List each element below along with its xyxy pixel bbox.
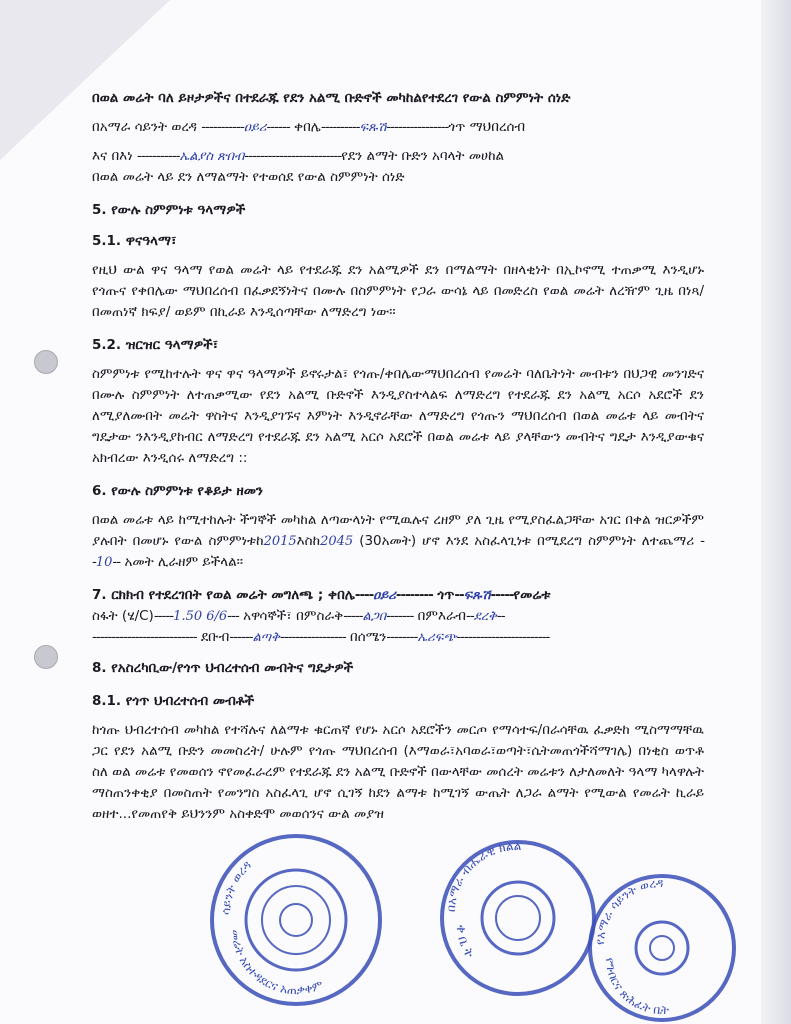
land-area-row: ስፋት (ሄ/C)-----1.50 6/6--- አዋሳኞች፣ በምስራቅ-----ልጋበ------- በምእራብ--ደረቅ-- <box>92 608 505 624</box>
section-7-goth-label: ጎጥ <box>437 587 455 603</box>
kebele-stamp-top: በአማራ ብሔራዊ ክልል <box>443 838 522 913</box>
woreda-value: ዐይሪ <box>243 120 267 135</box>
south-label: ደቡብ <box>200 629 230 645</box>
kebele-stamp-bottom: ቀ ቤ ት <box>452 924 477 961</box>
section-7-title: 7. ርክክብ የተደረገበት የወል መሬት መግለጫ ; ቀበሌ <box>92 587 355 603</box>
section-5-heading: 5. የውሉ ስምምነቱ ዓላማዎች <box>92 202 246 218</box>
section-7-kebele: ዐይሪ <box>373 588 396 603</box>
page-edge-shadow <box>761 0 791 1024</box>
section-5-1-heading: 5.1. ዋናዓላማ፣ <box>92 233 177 249</box>
section-7-heading: 7. ርክክብ የተደረገበት የወል መሬት መግለጫ ; ቀበሌ----ዐይሪ-------- ጎጥ--ፍጹሽ-----የመሬቱ <box>92 587 551 603</box>
document-title: በወል መሬት ባለ ይዞታዎችና በተደራጁ የደን አልሚ ቡድኖች መካከልየተደረገ የውል ስምምነት ሰነድ <box>92 90 571 106</box>
goth-label: ጎጥ ማህበረሰብ <box>448 119 526 135</box>
section-8-1-text: ከጎጡ ህብረተሰብ መካከል የተሻሉና ለልማቱ ቁርጠኛ የሆኑ አርሶ አደሮችን መርጦ የማሳተፍ/በራሳቸዉ ፈቃድከ ሚስማማቸዉ ጋር የደን አልሚ ቡድን መመስረት/ ሁሉም የጎጡ ማህበረሰብ (እማወራ፣አባወራ፣ወጣት፣ሴትመጠጎችሻማገሌ) በነቂስ ወጥቶ ስለ ወል መሬቱ የመወሰን ኖየመፈራረም የተደራጁ ደን አልሚ ቡድኖች በውላቸው መሰረት መሬቱን ለታለመለት ዓላማ ካላዋሉት ማስጠንቀቂያ በመስጠት የመንግስ አስፈላጊ ሆኖ ሲገኝ ከደን ልማቱ ከሚገኝ ውጤት ለጋራ ልማት የሚውል የመሬት ኪራይ ወዘተ...የመጠየቅ ይህንንም አስቀድሞ መወሰንና ውል መያዝ <box>92 722 704 822</box>
section-7-tail: የመሬቱ <box>513 587 551 603</box>
region-label: በአማራ ሳይንት ወረዳ <box>92 119 197 135</box>
parties-line-2: እና በእነ -----------ኤልያስ ጽበብ-------------------------የደን ልማት ቡድን አባላት መሀከል <box>92 148 505 164</box>
area-label: ስፋት (ሄ/C) <box>92 608 154 624</box>
south-value: ልጣቅ <box>252 630 280 645</box>
section-6-text-d: አመት ሊራዘም ይችላል፡፡ <box>124 554 244 570</box>
woreda-stamp <box>212 836 380 1004</box>
term-end-year: 2045 <box>320 534 354 549</box>
kebele-value: ፍጹሽ <box>359 120 387 135</box>
agri-stamp-bottom: የግብርና ጽሕፈት ቤት <box>602 957 670 1018</box>
section-6-text-c: (30አመት) ሆኖ እንደ አስፈላጊነቱ በሚደረግ ስምምነት ለተጨማሪ <box>359 533 695 549</box>
east-value: ልጋበ <box>362 609 387 624</box>
group-label-tail: የደን ልማት ቡድን አባላት መሀከል <box>341 148 505 164</box>
section-5-2-text: ስምምነቱ የሚከተሉት ዋና ዋና ዓላማዎች ይኖሩታል፣ የጎጡ/ቀበሌውማህበረሰብ የመሬት ባለቤትነት መብቱን በህጋዊ መንገድና በሙሉ ስምምነት ለተጠቃሚው የደን አልሚ ቡድኖች እንዲያስተላልፍ ለማድረግ የተደራጁ ደን አልሚ አርሶ አደሮች ደን ለሚያለሙበት መሬት ዋስትና እንዲያገኙና እምነት እንዲኖራቸው ለማድረግ የጎጡን ማህበረሰብ በወል መሬቱ ላይ መብትና ግዴታው ንእንዲያከብር ለማድረግ የተደራጁ ደን አልሚ አርሶ አደሮች በወል መሬቱ ላይ ያላቸውን መብትና ግዴታ እንዲያውቁና አክብረው እንዲሰሩ ለማድረግ :: <box>92 366 704 466</box>
section-8-1-heading: 8.1. የጎጥ ህብረተሰብ መብቶች <box>92 693 255 709</box>
woreda-stamp-bottom: መሬት አስተዳደርና አጠቃቀም <box>228 929 325 998</box>
section-6-text-b: እስከ <box>296 533 321 549</box>
term-start-year: 2015 <box>263 534 297 549</box>
section-5-1-text: የዚህ ውል ዋና ዓላማ የወል መሬት ላይ የተደራጁ ደን አልሚዎች ደን በማልማት በዘላቂነት በኢኮኖሚ ተጠቃሚ እንዲሆኑ የጎጡና የቀበሌው ማህበረሰብ በፈቃደኝነትና በሙሉ በስምምነት የጋራ ውሳኔ ላይ በመድረስ የወል መሬት ለረዥም ጊዜ በነጻ/በመጠነኛ ክፍያ/ ወይም በኪራይ እንዲሰጣቸው ለማድረግ ነው፡፡ <box>92 262 704 320</box>
group-leader-name: ኤልያስ ጽበብ <box>179 149 245 164</box>
section-5-2-heading: 5.2. ዝርዝር ዓላማዎች፣ <box>92 337 219 353</box>
punch-hole-top <box>34 350 58 374</box>
east-label: አዋሳኞች፣ በምስራቅ <box>243 608 344 624</box>
group-label: እና በእነ <box>92 148 133 164</box>
land-boundary-row: --------------------------- ደቡብ------ልጣቅ----------------- በሰሜን--------ኤሪፍጭ------------------------ <box>92 629 550 645</box>
parties-line-1: በአማራ ሳይንት ወረዳ -----------ዐይሪ------ ቀበሌ----------ፍጹሽ----------------ጎጥ ማህበረሰብ <box>92 119 526 135</box>
section-6-text-a: በወል መሬቱ ላይ ከሚተከሉት ችግኞች መካከል ለጣውላነት የሚዉሉና ረዘም ያለ ጊዜ የሚያስፈልጋቸው አገር በቀል ዝርዎችም ያሉበት በመሆኑ የውል ስምምነቱከ <box>92 512 704 549</box>
section-6-text: በወል መሬቱ ላይ ከሚተከሉት ችግኞች መካከል ለጣውላነት የሚዉሉና ረዘም ያለ ጊዜ የሚያስፈልጋቸው አገር በቀል ዝርዎችም ያሉበት በመሆኑ የውል ስምምነቱከ2015እስከ2045 (30አመት) ሆኖ እንደ አስፈላጊነቱ በሚደረግ ስምምነት ለተጨማሪ --10-- አመት ሊራዘም ይችላል፡፡ <box>92 512 705 570</box>
extension-years: 10 <box>95 555 113 570</box>
north-value: ኤሪፍጭ <box>417 630 457 645</box>
agri-stamp-marks <box>590 876 734 1020</box>
document-body <box>92 88 704 825</box>
area-value: 1.50 6/6 <box>173 609 228 624</box>
parties-line-3: በወል መሬት ላይ ደን ለማልማት የተወሰደ የውል ስምምነት ሰነድ <box>92 169 405 185</box>
kebele-stamp-marks <box>442 842 594 994</box>
section-8-heading: 8. የአስረካቢው/የጎጥ ህብረተሰብ መብትና ግዴታዎች <box>92 660 354 676</box>
north-label: በሰሜን <box>349 629 387 645</box>
kebele-label: ቀበሌ <box>294 119 321 135</box>
punch-hole-bottom <box>34 645 58 669</box>
agri-stamp-top: የአማራ ሳይንት ወረዳ <box>592 875 664 946</box>
section-7-goth: ፍጹሽ <box>463 588 491 603</box>
section-6-heading: 6. የውሉ ስምምነቱ የቆይታ ዘመን <box>92 483 263 499</box>
woreda-stamp-top: ሳይንት ወረዳ <box>218 857 255 916</box>
west-label: በምእራብ <box>417 608 467 624</box>
west-value: ደረቅ <box>473 609 497 624</box>
